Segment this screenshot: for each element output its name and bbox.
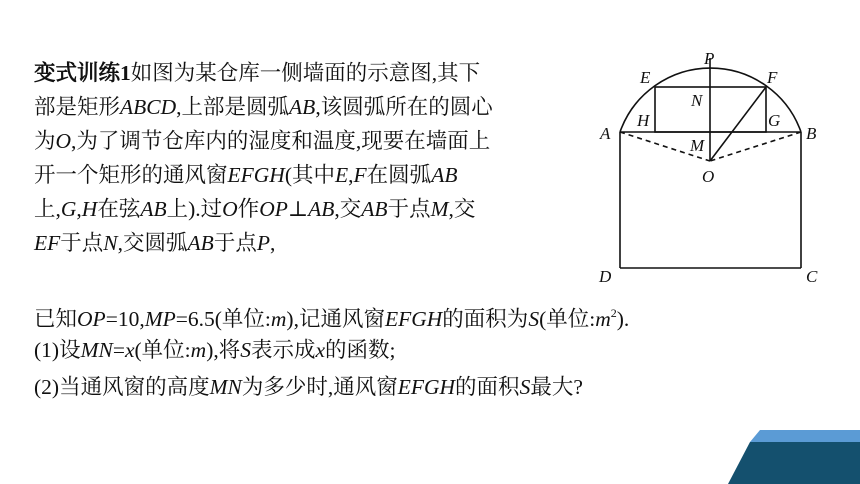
problem-line-3: 为O,为了调节仓库内的湿度和温度,现要在墙面上 [34, 129, 491, 153]
label-c: C [806, 267, 818, 286]
warehouse-wall-diagram [590, 48, 830, 288]
label-e: E [640, 68, 651, 87]
problem-line-8: (1)设MN=x(单位:m),将S表示成x的函数; [34, 338, 396, 362]
corner-dark-band [728, 442, 860, 484]
label-a: A [600, 124, 611, 143]
label-n: N [691, 91, 703, 110]
corner-light-band [750, 430, 860, 442]
problem-line-4: 开一个矩形的通风窗EFGH(其中E,F在圆弧AB [34, 163, 458, 187]
segment-fo [710, 87, 766, 161]
label-f: F [767, 68, 778, 87]
problem-line-9: (2)当通风窗的高度MN为多少时,通风窗EFGH的面积S最大? [34, 375, 583, 399]
label-g: G [768, 111, 781, 130]
label-p: P [704, 49, 715, 68]
problem-line-1: 变式训练1如图为某仓库一侧墙面的示意图,其下 [34, 61, 481, 85]
segment-bo-dashed [710, 132, 801, 161]
label-o: O [702, 167, 715, 186]
problem-title: 变式训练1 [34, 61, 131, 85]
problem-line-6: EF于点N,交圆弧AB于点P, [34, 231, 276, 255]
label-d: D [599, 267, 612, 286]
label-m: M [690, 136, 705, 155]
problem-line-7: 已知OP=10,MP=6.5(单位:m),记通风窗EFGH的面积为S(单位$:m^2$). [34, 306, 630, 331]
label-b: B [806, 124, 817, 143]
problem-line-2: 部是矩形ABCD,上部是圆弧AB,该圆弧所在的圆心 [34, 95, 493, 119]
problem-line-5: 上,G,H在弦AB上).过O作OP⊥AB,交AB于点M,交 [34, 197, 476, 221]
label-h: H [637, 111, 650, 130]
